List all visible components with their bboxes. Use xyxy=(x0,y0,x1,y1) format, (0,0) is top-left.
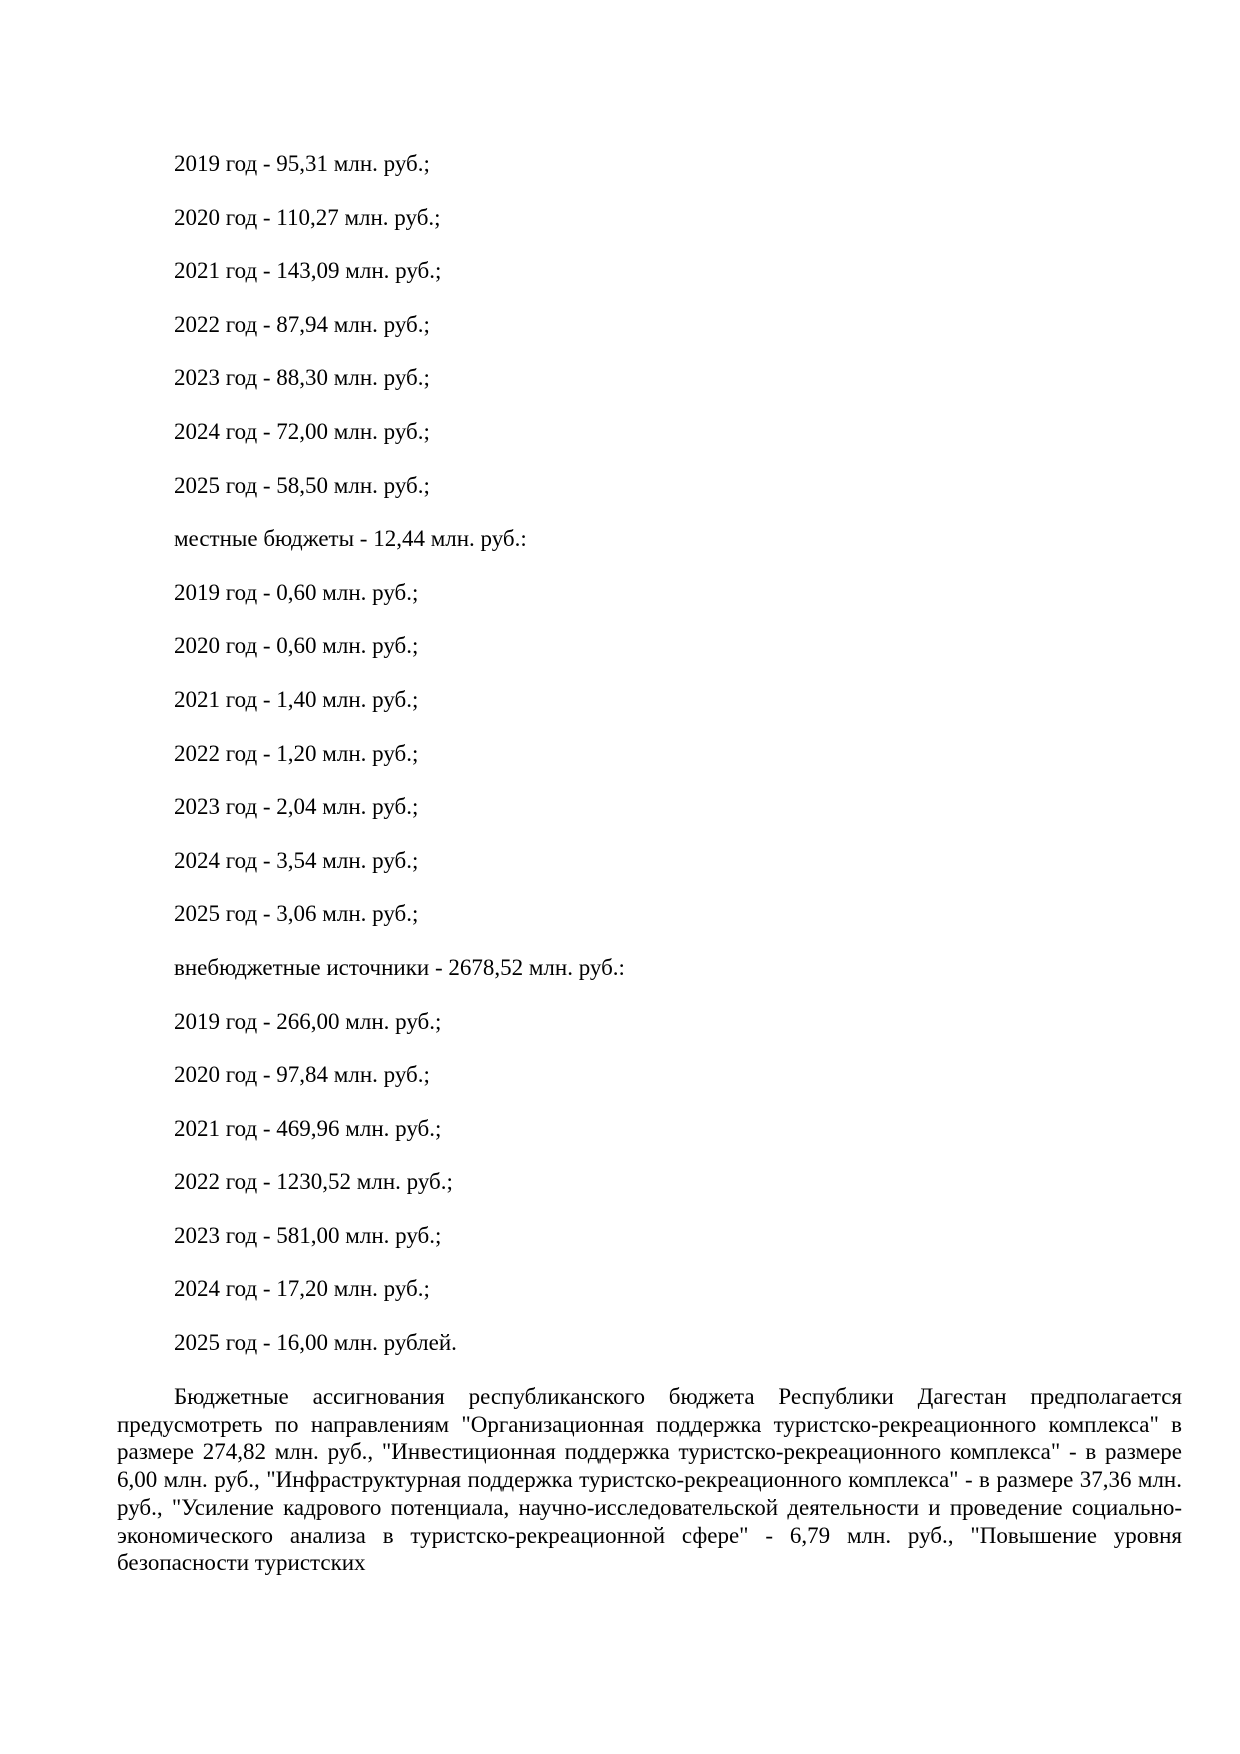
list-item: 2025 год - 58,50 млн. руб.; xyxy=(174,472,430,498)
list-item: 2022 год - 87,94 млн. руб.; xyxy=(174,311,430,337)
list-item: 2022 год - 1,20 млн. руб.; xyxy=(174,740,419,766)
list-item: 2022 год - 1230,52 млн. руб.; xyxy=(174,1169,453,1195)
list-heading-local-budgets: местные бюджеты - 12,44 млн. руб.: xyxy=(174,526,527,552)
list-item: 2021 год - 469,96 млн. руб.; xyxy=(174,1115,442,1141)
list-item: 2020 год - 110,27 млн. руб.; xyxy=(174,204,441,230)
list-item: 2021 год - 143,09 млн. руб.; xyxy=(174,258,442,284)
list-item: 2024 год - 3,54 млн. руб.; xyxy=(174,847,419,873)
funding-list xyxy=(174,150,1174,1383)
list-item: 2019 год - 0,60 млн. руб.; xyxy=(174,579,419,605)
list-item: 2019 год - 266,00 млн. руб.; xyxy=(174,1008,442,1034)
list-item: 2024 год - 17,20 млн. руб.; xyxy=(174,1276,430,1302)
list-item: 2020 год - 97,84 млн. руб.; xyxy=(174,1062,430,1088)
list-item: 2025 год - 16,00 млн. рублей. xyxy=(174,1330,457,1356)
budget-allocation-paragraph: Бюджетные ассигнования республиканского бюджета Республики Дагестан предполагается предусмотреть по направлениям "Организационная поддержка туристско-рекреационного комплекса" в размере 274,82 млн. руб., "Инвестиционная поддержка туристско-рекреационного комплекса" - в размере 6,00 млн. руб., "Инфраструктурная поддержка туристско-рекреационного комплекса" - в размере 37,36 млн. руб., "Усиление кадрового потенциала, научно-исследовательской деятельности и проведение социально-экономического анализа в туристско-рекреационной сфере" - 6,79 млн. руб., "Повышение уровня безопасности туристских xyxy=(117,1384,1182,1576)
list-heading-extrabudgetary-sources: внебюджетные источники - 2678,52 млн. руб.: xyxy=(174,954,625,980)
list-item: 2023 год - 581,00 млн. руб.; xyxy=(174,1222,442,1248)
list-item: 2024 год - 72,00 млн. руб.; xyxy=(174,418,430,444)
list-item: 2020 год - 0,60 млн. руб.; xyxy=(174,633,419,659)
list-item: 2019 год - 95,31 млн. руб.; xyxy=(174,151,430,176)
list-item: 2023 год - 88,30 млн. руб.; xyxy=(174,365,430,391)
list-item: 2023 год - 2,04 млн. руб.; xyxy=(174,794,419,820)
list-item: 2021 год - 1,40 млн. руб.; xyxy=(174,686,419,712)
list-item: 2025 год - 3,06 млн. руб.; xyxy=(174,901,419,927)
